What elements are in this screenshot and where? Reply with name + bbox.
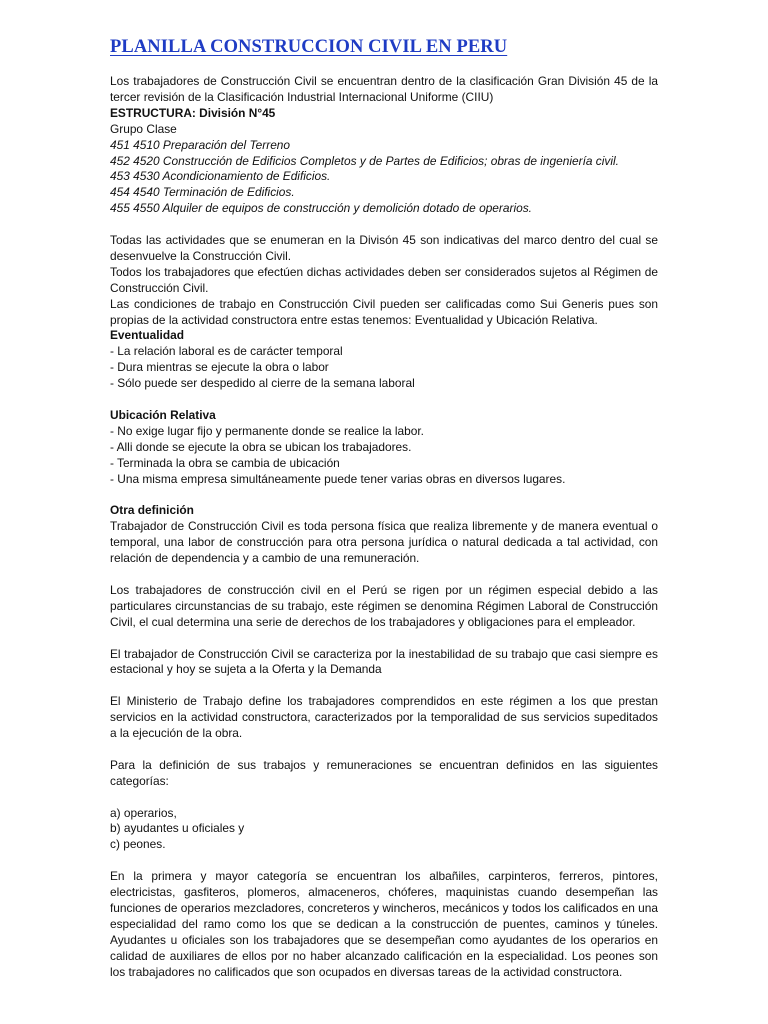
categorias-paragraph: Para la definición de sus trabajos y remuneraciones se encuentran definidos en las siguientes categorías: [110, 757, 658, 788]
division-item: 455 4550 Alquiler de equipos de construcción y demolición dotado de operarios. [110, 201, 532, 216]
category-item: a) operarios, [110, 805, 177, 820]
list-item: - Una misma empresa simultáneamente puede tener varias obras en diversos lugares. [110, 471, 566, 486]
regimen-paragraph: Los trabajadores de construcción civil en el Perú se rigen por un régimen especial debido a las particulares circunstancias de su trabajo, este régimen se denomina Régimen Laboral de Construcción Civil, el cual determina una serie de derechos de los trabajadores y obligaciones para el empleador. [110, 582, 658, 629]
conditions-paragraph: Las condiciones de trabajo en Construcción Civil pueden ser calificadas como Sui Generis pues son propias de la actividad constructora entre estas tenemos: Eventualidad y Ubicación Relativa. [110, 296, 658, 327]
list-item: - Dura mientras se ejecute la obra o labor [110, 360, 329, 375]
page-title: PLANILLA CONSTRUCCION CIVIL EN PERU [110, 37, 508, 57]
list-item: - Sólo puede ser despedido al cierre de la semana laboral [110, 376, 415, 391]
list-item: - No exige lugar fijo y permanente donde se realice la labor. [110, 423, 424, 438]
category-item: c) peones. [110, 837, 166, 852]
division-item: 452 4520 Construcción de Edificios Completos y de Partes de Edificios; obras de ingeniería civil. [110, 153, 619, 168]
intro-paragraph: Los trabajadores de Construcción Civil se encuentran dentro de la clasificación Gran División 45 de la tercer revisión de la Clasificación Industrial Internacional Uniforme (CIIU) [110, 74, 658, 104]
division-item: 453 4530 Acondicionamiento de Edificios. [110, 169, 331, 184]
list-item: - La relación laboral es de carácter temporal [110, 344, 343, 359]
ministerio-paragraph: El Ministerio de Trabajo define los trabajadores comprendidos en este régimen a los que prestan servicios en la actividad constructora, caracterizados por la temporalidad de sus servicios supeditados a la ejecución de la obra. [110, 694, 658, 741]
list-item: - Terminada la obra se cambia de ubicación [110, 455, 340, 470]
list-item: - Alli donde se ejecute la obra se ubican los trabajadores. [110, 439, 412, 454]
otra-definicion-heading: Otra definición [110, 503, 194, 518]
document-body [110, 74, 658, 981]
otra-definicion-paragraph: Trabajador de Construcción Civil es toda persona física que realiza libremente y de manera eventual o temporal, una labor de construcción para otra persona jurídica o natural dedicada a tal actividad, con relación de dependencia y a cambio de una remuneración. [110, 519, 658, 566]
category-item: b) ayudantes u oficiales y [110, 821, 245, 836]
activities-paragraph: Todas las actividades que se enumeran en la Divisón 45 son indicativas del marco dentro del cual se desenvuelve la Construcción Civil. [110, 233, 658, 263]
eventualidad-heading: Eventualidad [110, 328, 185, 343]
workers-paragraph: Todos los trabajadores que efectúen dichas actividades deben ser considerados sujetos al Régimen de Construcción Civil. [110, 264, 658, 295]
final-paragraph: En la primera y mayor categoría se encuentran los albañiles, carpinteros, ferreros, pintores, electricistas, gasfiteros, plomeros, almaceneros, chóferes, maquinistas cuando desempeñan las funciones de operarios mezcladores, concreteros y wincheros, mecánicos y todos los calificados en una especialidad del ramo como los que se dedican a la construcción de puentes, caminos y túneles. Ayudantes u oficiales son los trabajadores que se desempeñan como ayudantes de los operarios en calidad de auxiliares de ellos por no haber alcanzado calificación en la especialidad. Los peones son los trabajadores no calificados que son ocupados en diversas tareas de la actividad constructora. [110, 869, 658, 979]
ubicacion-heading: Ubicación Relativa [110, 408, 216, 422]
inestabilidad-paragraph: El trabajador de Construcción Civil se caracteriza por la inestabilidad de su trabajo que casi siempre es estacional y hoy se sujeta a la Oferta y la Demanda [110, 646, 658, 677]
division-item: 451 4510 Preparación del Terreno [110, 137, 291, 152]
structure-heading: ESTRUCTURA: División N°45 [110, 105, 276, 120]
division-item: 454 4540 Terminación de Edificios. [110, 185, 295, 200]
group-class-label: Grupo Clase [110, 121, 177, 136]
